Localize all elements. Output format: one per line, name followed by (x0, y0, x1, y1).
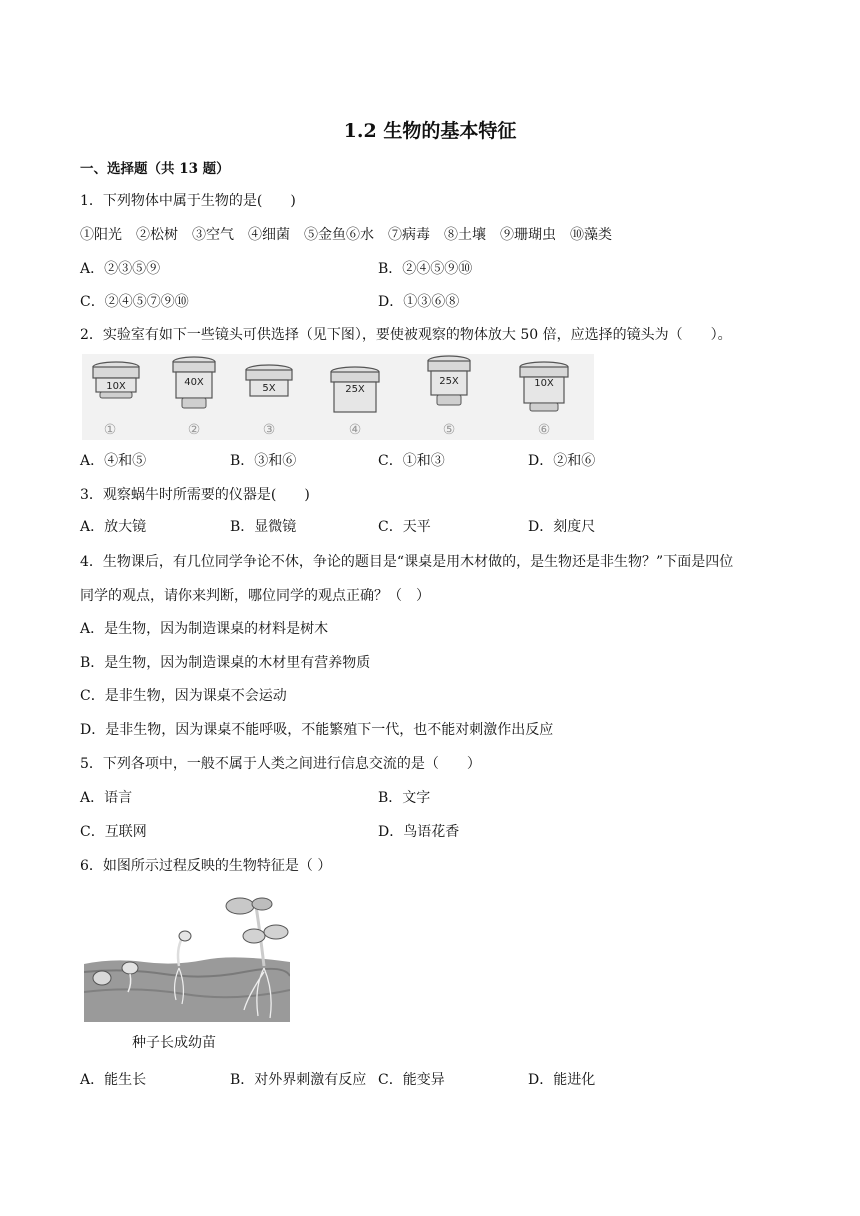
figure-caption: 种子长成幼苗 (132, 1035, 216, 1051)
question-4-stem-line2: 同学的观点，请你来判断，哪位同学的观点正确？（ ） (80, 588, 430, 604)
q2-option-c[interactable]: C．①和③ (378, 453, 445, 469)
q3-option-c[interactable]: C．天平 (378, 519, 431, 535)
q1-option-c[interactable]: C．②④⑤⑦⑨⑩ (80, 294, 189, 310)
question-1-stem: 1．下列物体中属于生物的是( ) (80, 193, 296, 209)
lens-6-label: 10X (534, 378, 554, 389)
lens-2-label: 40X (184, 377, 204, 388)
q4-option-d[interactable]: D．是非生物，因为课桌不能呼吸，不能繁殖下一代，也不能对刺激作出反应 (80, 722, 554, 738)
q1-option-b[interactable]: B．②④⑤⑨⑩ (378, 261, 473, 277)
q6-option-d[interactable]: D．能进化 (528, 1072, 596, 1088)
lens-1-number: ① (103, 422, 117, 438)
lens-3-label: 5X (262, 383, 276, 394)
q2-option-d[interactable]: D．②和⑥ (528, 453, 596, 469)
lens-5-label: 25X (439, 376, 459, 387)
lens-4-number: ④ (348, 422, 362, 438)
q3-option-d[interactable]: D．刻度尺 (528, 519, 596, 535)
q2-option-a[interactable]: A．④和⑤ (80, 453, 147, 469)
lens-5-number: ⑤ (442, 422, 456, 438)
question-2-stem: 2．实验室有如下一些镜头可供选择（见下图），要使被观察的物体放大 50 倍，应选择的镜头为（ ）。 (80, 327, 732, 343)
q3-option-b[interactable]: B．显微镜 (230, 519, 297, 535)
q6-option-a[interactable]: A．能生长 (80, 1072, 147, 1088)
q5-option-b[interactable]: B．文字 (378, 790, 431, 806)
q4-option-b[interactable]: B．是生物，因为制造课桌的木材里有营养物质 (80, 655, 371, 671)
q2-option-b[interactable]: B．③和⑥ (230, 453, 297, 469)
question-3-stem: 3．观察蜗牛时所需要的仪器是( ) (80, 487, 310, 503)
q4-option-a[interactable]: A．是生物，因为制造课桌的材料是树木 (80, 621, 329, 637)
q3-option-a[interactable]: A．放大镜 (80, 519, 147, 535)
question-4-stem-line1: 4．生物课后，有几位同学争论不休，争论的题目是“课桌是用木材做的，是生物还是非生物？”下面是四位 (80, 554, 734, 570)
lens-4-label: 25X (345, 384, 365, 395)
lens-3-number: ③ (262, 422, 276, 438)
lens-figure (82, 354, 594, 440)
lens-2-number: ② (187, 422, 201, 438)
q1-option-a[interactable]: A．②③⑤⑨ (80, 261, 161, 277)
question-5-stem: 5．下列各项中，一般不属于人类之间进行信息交流的是（ ） (80, 756, 481, 772)
q5-option-c[interactable]: C．互联网 (80, 824, 147, 840)
page-title: 1.2 生物的基本特征 (343, 120, 517, 142)
q5-option-a[interactable]: A．语言 (80, 790, 133, 806)
q4-option-c[interactable]: C．是非生物，因为课桌不会运动 (80, 688, 287, 704)
q6-option-c[interactable]: C．能变异 (378, 1072, 445, 1088)
q5-option-d[interactable]: D．鸟语花香 (378, 824, 460, 840)
question-6-stem: 6．如图所示过程反映的生物特征是（ ） (80, 858, 332, 874)
lens-6-number: ⑥ (537, 422, 551, 438)
seedling-figure (84, 892, 290, 1022)
lens-1-label: 10X (106, 381, 126, 392)
q1-option-d[interactable]: D．①③⑥⑧ (378, 294, 460, 310)
section-heading: 一、选择题（共 13 题） (80, 161, 230, 177)
q6-option-b[interactable]: B．对外界刺激有反应 (230, 1072, 367, 1088)
question-1-items: ①阳光 ②松树 ③空气 ④细菌 ⑤金鱼⑥水 ⑦病毒 ⑧土壤 ⑨珊瑚虫 ⑩藻类 (80, 227, 612, 243)
